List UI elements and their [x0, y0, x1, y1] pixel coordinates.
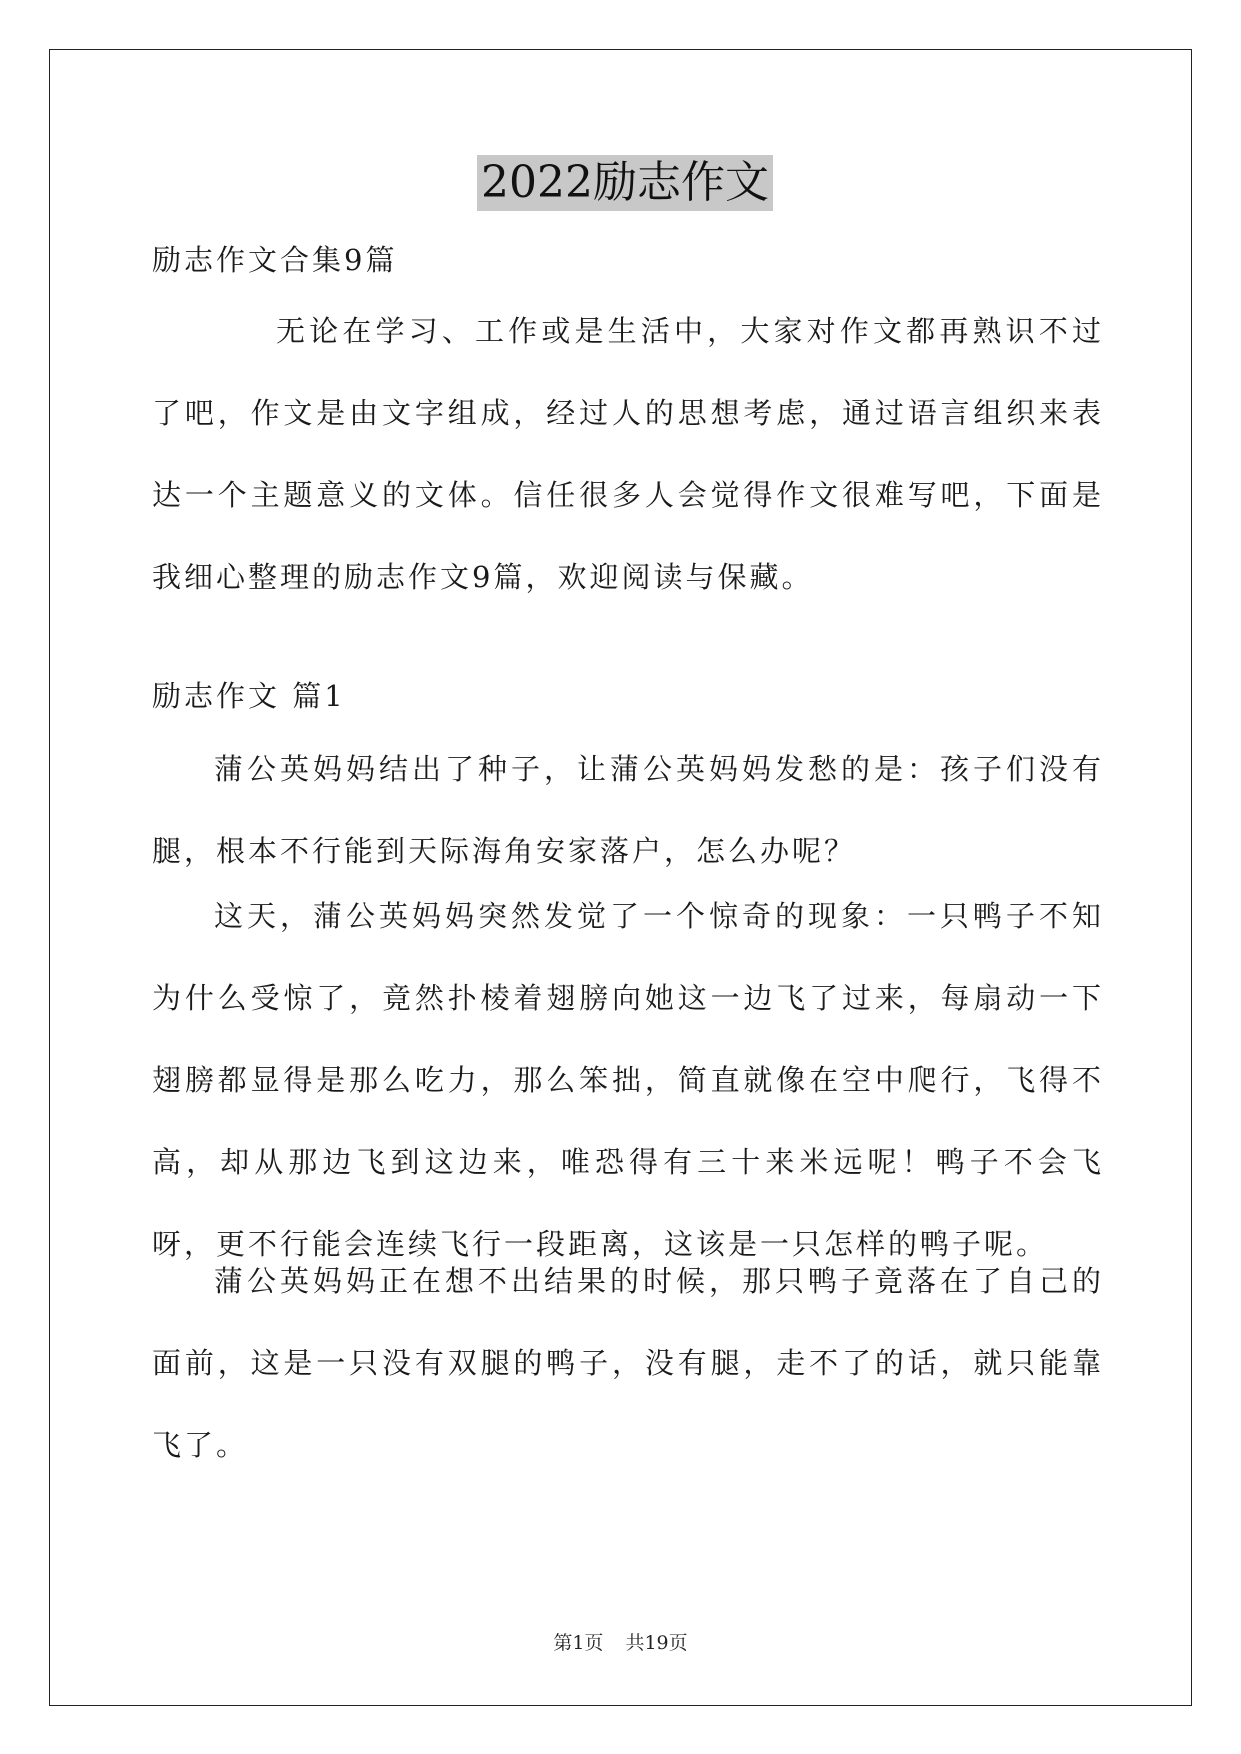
- body-paragraph: 蒲公英妈妈结出了种子，让蒲公英妈妈发愁的是：孩子们没有腿，根本不行能到天际海角安家落户，怎么办呢？: [152, 752, 1104, 868]
- page-number: 第1页: [553, 1632, 604, 1654]
- section-heading: 励志作文 篇1: [152, 679, 346, 713]
- intro-paragraph: 无论在学习、工作或是生活中，大家对作文都再熟识不过了吧，作文是由文字组成，经过人的思想考虑，通过语言组织来表达一个主题意义的文体。信任很多人会觉得作文很难写吧，下面是我细心整理的励志作文9篇，欢迎阅读与保藏。: [152, 314, 1104, 594]
- page-footer: [0, 1628, 1241, 1655]
- page-total: 共19页: [625, 1632, 688, 1654]
- body-paragraph: 蒲公英妈妈正在想不出结果的时候，那只鸭子竟落在了自己的面前，这是一只没有双腿的鸭子，没有腿，走不了的话，就只能靠飞了。: [152, 1264, 1104, 1462]
- document-title: 2022励志作文: [477, 155, 773, 211]
- document-subtitle: 励志作文合集9篇: [152, 243, 398, 277]
- body-paragraph: 这天，蒲公英妈妈突然发觉了一个惊奇的现象：一只鸭子不知为什么受惊了，竟然扑棱着翅膀向她这一边飞了过来，每扇动一下翅膀都显得是那么吃力，那么笨拙，简直就像在空中爬行，飞得不高，却从那边飞到这边来，唯恐得有三十来米远呢！鸭子不会飞呀，更不行能会连续飞行一段距离，这该是一只怎样的鸭子呢。: [152, 899, 1104, 1261]
